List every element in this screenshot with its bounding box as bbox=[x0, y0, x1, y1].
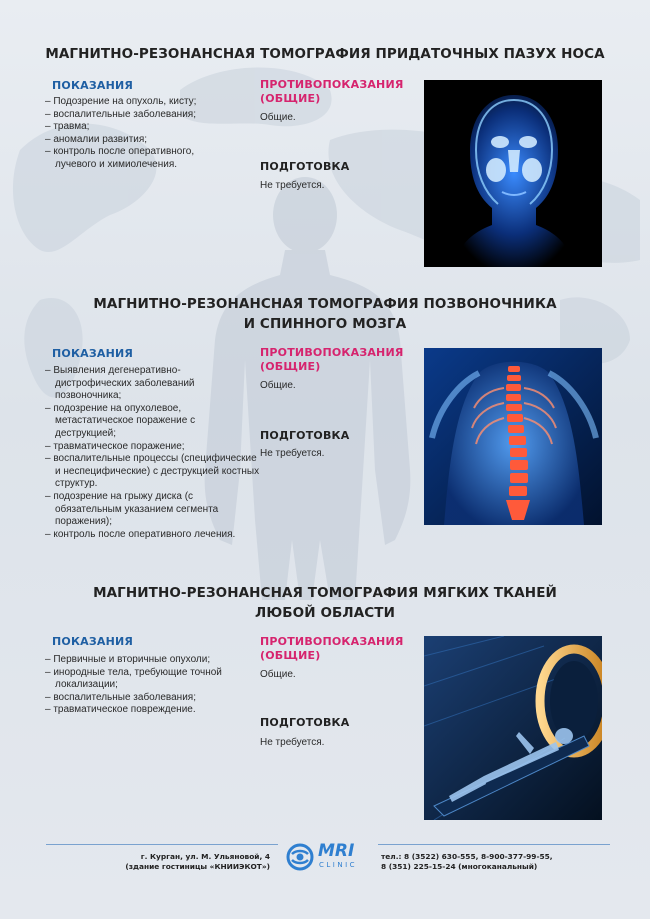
section-2-prep-text: Не требуется. bbox=[260, 448, 325, 459]
list-item: – Подозрение на опухоль, кисту; bbox=[45, 96, 197, 107]
contra-heading-line: (ОБЩИЕ) bbox=[260, 360, 321, 373]
list-item: – инородные тела, требующие точной локализации; bbox=[45, 666, 222, 691]
contra-heading-line: (ОБЩИЕ) bbox=[260, 92, 321, 105]
section-2-prep-heading: ПОДГОТОВКА bbox=[260, 429, 350, 442]
section-1-prep-text: Не требуется. bbox=[260, 180, 325, 191]
list-item: – травма; bbox=[45, 121, 90, 133]
footer-phones bbox=[381, 852, 581, 871]
section-1-indications-heading: ПОКАЗАНИЯ bbox=[52, 79, 134, 92]
section-2-indications-list bbox=[45, 365, 260, 541]
mri-clinic-logo bbox=[286, 838, 370, 876]
list-item: – подозрение на опухолевое, метастатическое поражение с деструкцией; bbox=[45, 402, 196, 439]
section-3-title-line: ЛЮБОЙ ОБЛАСТИ bbox=[255, 605, 395, 621]
phone-line: тел.: 8 (3522) 630-555, 8-900-377-99-55, bbox=[381, 852, 553, 861]
logo-sub-text: CLINIC bbox=[319, 861, 358, 869]
section-2-title-line: И СПИННОГО МОЗГА bbox=[243, 316, 407, 332]
footer-divider-right bbox=[378, 844, 610, 845]
footer-address bbox=[100, 852, 270, 871]
address-line: г. Курган, ул. М. Ульяновой, 4 bbox=[140, 852, 270, 861]
address-line: (здание гостиницы «КНИИЭКОТ») bbox=[125, 861, 270, 871]
list-item: – воспалительные заболевания; bbox=[45, 691, 196, 703]
section-1-title-line: МАГНИТНО-РЕЗОНАНСНАЯ ТОМОГРАФИЯ ПРИДАТОЧНЫХ ПАЗУХ НОСА bbox=[45, 46, 605, 62]
list-item: – травматическое поражение; bbox=[45, 440, 185, 452]
mri-scanner-body-image bbox=[424, 636, 602, 820]
list-item: – воспалительные заболевания; bbox=[45, 108, 196, 120]
sinus-head-scan-image bbox=[424, 80, 602, 267]
list-item: – Выявления дегенеративно-дистрофических заболеваний позвоночника; bbox=[45, 365, 195, 402]
section-1-contra-heading bbox=[260, 78, 404, 106]
section-3-contra-heading bbox=[260, 635, 404, 663]
section-2-title-line: МАГНИТНО-РЕЗОНАНСНАЯ ТОМОГРАФИЯ ПОЗВОНОЧНИКА bbox=[93, 296, 557, 312]
section-2-contra-text: Общие. bbox=[260, 380, 296, 391]
section-3-contra-text: Общие. bbox=[260, 669, 296, 680]
section-2-title bbox=[25, 294, 625, 334]
list-item: – контроль после оперативного, лучевого и химиолечения. bbox=[45, 146, 195, 170]
contra-heading-line: (ОБЩИЕ) bbox=[260, 649, 321, 662]
footer-divider-left bbox=[46, 844, 278, 845]
section-1-indications-list bbox=[45, 96, 260, 172]
spine-scan-image bbox=[424, 348, 602, 525]
section-3-indications-heading: ПОКАЗАНИЯ bbox=[52, 635, 134, 648]
list-item: – Первичные и вторичные опухоли; bbox=[45, 654, 211, 665]
list-item: – контроль после оперативного лечения. bbox=[45, 528, 236, 540]
section-1-contra-text: Общие. bbox=[260, 112, 296, 123]
section-3-indications-list bbox=[45, 654, 260, 717]
list-item: – подозрение на грыжу диска (с обязательным указанием сегмента поражения); bbox=[45, 490, 219, 528]
phone-line: 8 (351) 225-15-24 (многоканальный) bbox=[381, 861, 538, 871]
list-item: – воспалительные процессы (специфические и неспецифические) с деструкцией костных структур. bbox=[45, 453, 260, 490]
section-1-title bbox=[25, 44, 625, 64]
contra-heading-line: ПРОТИВОПОКАЗАНИЯ bbox=[260, 635, 404, 648]
section-3-prep-text: Не требуется. bbox=[260, 737, 325, 748]
contra-heading-line: ПРОТИВОПОКАЗАНИЯ bbox=[260, 346, 404, 359]
section-3-title-line: МАГНИТНО-РЕЗОНАНСНАЯ ТОМОГРАФИЯ МЯГКИХ ТКАНЕЙ bbox=[93, 585, 557, 601]
section-3-title bbox=[25, 583, 625, 623]
section-3-prep-heading: ПОДГОТОВКА bbox=[260, 716, 350, 729]
logo-main-text: MRI bbox=[318, 841, 355, 861]
contra-heading-line: ПРОТИВОПОКАЗАНИЯ bbox=[260, 78, 404, 91]
section-2-contra-heading bbox=[260, 346, 404, 374]
section-1-prep-heading: ПОДГОТОВКА bbox=[260, 160, 350, 173]
list-item: – аномалии развития; bbox=[45, 133, 148, 145]
list-item: – травматическое повреждение. bbox=[45, 704, 196, 716]
section-2-indications-heading: ПОКАЗАНИЯ bbox=[52, 347, 134, 360]
